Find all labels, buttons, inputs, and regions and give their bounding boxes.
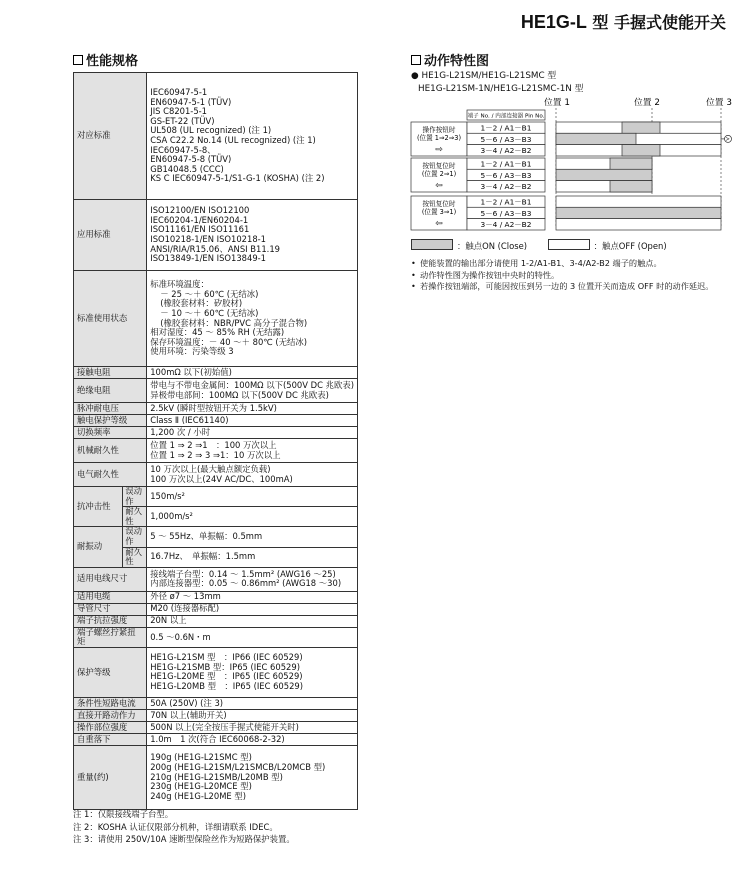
spec-label: 适用电缆 (74, 591, 147, 603)
spec-sublabel: 误动作 (123, 487, 147, 507)
arrow-left-icon: ⇦ (435, 181, 443, 191)
spec-label: 耐振动 (74, 527, 123, 567)
legend-off-label: ：触点OFF (Open) (593, 241, 667, 251)
spec-value: ISO12100/EN ISO12100 IEC60204-1/EN60204-1 ISO11161/EN ISO11161 ISO10218-1/EN ISO10218-1 ANSI/RIA/R15.06、ANSI B11.19 ISO13849-1/EN ISO13849-1 (147, 200, 358, 271)
spec-value: 接线端子台型：0.14 ～ 1.5mm² (AWG16 ～25) 内部连接器型：0.05 ～ 0.86mm² (AWG18 ～30) (147, 567, 358, 591)
spec-label: 端子抗拉强度 (74, 615, 147, 627)
legend-on-swatch (411, 239, 453, 250)
operation-chart (410, 94, 734, 232)
footnote: 注 3：请使用 250V/10A 速断型保险丝作为短路保护装置。 (73, 834, 295, 844)
spec-value: 16.7Hz、 单振幅：1.5mm (147, 547, 358, 567)
spec-label: 重量(约) (74, 745, 147, 809)
title-text: 型 手握式使能开关 (592, 13, 726, 32)
terminal-label: 1－2 / A1－B1 (480, 123, 532, 133)
terminal-label: 5－6 / A3－B3 (480, 170, 532, 180)
spec-label: 电气耐久性 (74, 463, 147, 487)
section-heading-specs: 性能规格 (73, 50, 138, 69)
spec-value: 150m/s² (147, 487, 358, 507)
terminal-label: 3－4 / A2－B2 (480, 220, 532, 230)
contact-on-bar (556, 207, 721, 218)
column-header: 端子 No. / 内部连接器 Pin No. (467, 113, 545, 120)
spec-value: 190g (HE1G-L21SMC 型) 200g (HE1G-L21SM/L21SMCB/L20MCB 型) 210g (HE1G-L21SMB/L20MB 型) 230g (HE1G-L20MCE 型) 240g (HE1G-L20ME 型) (147, 745, 358, 809)
footnote: 注 1：仅限接线端子台型。 (73, 809, 174, 819)
terminal-label: 5－6 / A3－B3 (480, 208, 532, 218)
spec-value: 20N 以上 (147, 615, 358, 627)
group-label: (位置 2⇒1) (421, 170, 457, 178)
legend-off-swatch (548, 239, 590, 250)
spec-label: 脉冲耐电压 (74, 403, 147, 415)
legend (411, 239, 667, 252)
spec-label: 接触电阻 (74, 367, 147, 379)
spec-label: 自重落下 (74, 733, 147, 745)
spec-value: 位置 1 ⇒ 2 ⇒1 ：100 万次以上 位置 1 ⇒ 2 ⇒ 3 ⇒1：10 万次以上 (147, 439, 358, 463)
spec-value: 1,000m/s² (147, 507, 358, 527)
bullet-notes (411, 258, 729, 293)
spec-label: 标准使用状态 (74, 271, 147, 367)
group-label: (位置 1⇒2⇒3) (416, 134, 462, 142)
spec-label: 操作部位强度 (74, 721, 147, 733)
arrow-left-icon: ⇦ (435, 219, 443, 229)
contact-on-bar (610, 181, 652, 192)
end-circle-icon (725, 135, 732, 142)
position-label: 位置 2 (634, 98, 660, 108)
spec-label: 适用电线尺寸 (74, 567, 147, 591)
spec-value: M20 (连接器标配) (147, 603, 358, 615)
spec-value: 0.5 ～0.6N・m (147, 627, 358, 647)
bullet-item: • 使能装置的输出部分请使用 1-2/A1-B1、3-4/A2-B2 端子的触点。 (411, 258, 662, 268)
spec-label: 应用标准 (74, 200, 147, 271)
chart-models (411, 70, 583, 95)
spec-value: 2.5kV (瞬时型按钮开关为 1.5kV) (147, 403, 358, 415)
spec-sublabel: 误动作 (123, 527, 147, 547)
spec-value: 50A (250V) (注 3) (147, 697, 358, 709)
terminal-label: 1－2 / A1－B1 (480, 197, 532, 207)
spec-label: 对应标准 (74, 73, 147, 200)
contact-on-bar (556, 169, 652, 180)
spec-sublabel: 耐久性 (123, 507, 147, 527)
square-bullet-icon (411, 55, 421, 65)
spec-value: 1.0m 1 次(符合 IEC60068-2-32) (147, 733, 358, 745)
spec-value: IEC60947-5-1 EN60947-5-1 (TÜV) JIS C8201-5-1 GS-ET-22 (TÜV) UL508 (UL recognized) (注 1) CSA C22.2 No.14 (UL recognized) (注 1) IEC60947-5-8、 EN60947-5-8 (TÜV) GB14048.5 (CCC) KS C IEC60947-5-1/S1-G-1 (KOSHA) (注 2) (147, 73, 358, 200)
model-name: HE1G-L (520, 12, 587, 32)
contact-on-bar (622, 145, 660, 156)
group-label: 按钮复位时 (422, 162, 456, 170)
spec-label: 直接开路动作力 (74, 709, 147, 721)
spec-table (73, 72, 358, 810)
spec-value: 标准环境温度： － 25 ～＋ 60℃ (无结冰) (橡胶套材料：矽胶材) － 10 ～＋ 60℃ (无结冰) (橡胶套材料：NBR/PVC 高分子混合物) 相对湿度：45 ～ 85% RH (无结露) 保存环境温度：－ 40 ～＋ 80℃ (无结冰) 使用环境：污染等级 3 (147, 271, 358, 367)
spec-label: 切换频率 (74, 427, 147, 439)
spec-value: 1,200 次 / 小时 (147, 427, 358, 439)
spec-value: 70N 以上(辅助开关) (147, 709, 358, 721)
footnote: 注 2：KOSHA 认证仅限部分机种，详细请联系 IDEC。 (73, 821, 278, 832)
spec-label: 抗冲击性 (74, 487, 123, 527)
spec-value: 10 万次以上(最大触点额定负载) 100 万次以上(24V AC/DC、100mA) (147, 463, 358, 487)
terminal-label: 3－4 / A2－B2 (480, 146, 532, 156)
group-label: 操作按钮时 (422, 126, 456, 134)
model-line: HE1G-L21SM-1N/HE1G-L21SMC-1N 型 (418, 83, 584, 94)
contact-on-bar (556, 133, 636, 144)
bullet-item: • 动作特性图为操作按钮中央时的特性。 (411, 269, 560, 280)
group-label: (位置 3⇒1) (421, 208, 457, 216)
spec-value: 100mΩ 以下(初始值) (147, 367, 358, 379)
spec-value: Class Ⅱ (IEC61140) (147, 415, 358, 427)
position-label: 位置 1 (544, 98, 570, 108)
spec-sublabel: 耐久性 (123, 547, 147, 567)
group-label: 按钮复位时 (422, 200, 456, 208)
spec-label: 保护等级 (74, 647, 147, 697)
position-label: 位置 3 (706, 98, 732, 108)
spec-value: 带电与不带电金属间：100MΩ 以下(500V DC 兆欧表) 异极带电部间：100MΩ 以下(500V DC 兆欧表) (147, 379, 358, 403)
spec-value: HE1G-L21SM 型 ：IP66 (IEC 60529) HE1G-L21SMB 型：IP65 (IEC 60529) HE1G-L20ME 型 ：IP65 (IEC 60529) HE1G-L20MB 型 ：IP65 (IEC 60529) (147, 647, 358, 697)
spec-value: 5 ～ 55Hz、单振幅：0.5mm (147, 527, 358, 547)
footnotes (73, 808, 295, 846)
square-bullet-icon (73, 55, 83, 65)
bullet-item: • 若操作按钮端部，可能因按压到另一边的 3 位置开关而造成 OFF 时的动作延迟。 (411, 281, 714, 291)
spec-label: 触电保护等级 (74, 415, 147, 427)
spec-label: 条件性短路电流 (74, 697, 147, 709)
contact-on-bar (610, 158, 652, 169)
spec-label: 导管尺寸 (74, 603, 147, 615)
spec-label: 机械耐久性 (74, 439, 147, 463)
legend-on-label: ：触点ON (Close) (457, 241, 527, 251)
spec-value: 外径 ø7 ～ 13mm (147, 591, 358, 603)
arrow-right-icon: ⇨ (435, 145, 443, 155)
terminal-label: 5－6 / A3－B3 (480, 134, 532, 144)
model-line: ● HE1G-L21SM/HE1G-L21SMC 型 (411, 71, 557, 81)
spec-label: 端子螺丝拧紧扭矩 (74, 627, 147, 647)
section-heading-chart: 动作特性图 (411, 50, 489, 69)
page-title (521, 10, 726, 33)
contact-on-bar (622, 122, 660, 133)
terminal-label: 1－2 / A1－B1 (480, 159, 532, 169)
terminal-label: 3－4 / A2－B2 (480, 182, 532, 192)
spec-label: 绝缘电阻 (74, 379, 147, 403)
spec-value: 500N 以上(完全按压手握式使能开关时) (147, 721, 358, 733)
